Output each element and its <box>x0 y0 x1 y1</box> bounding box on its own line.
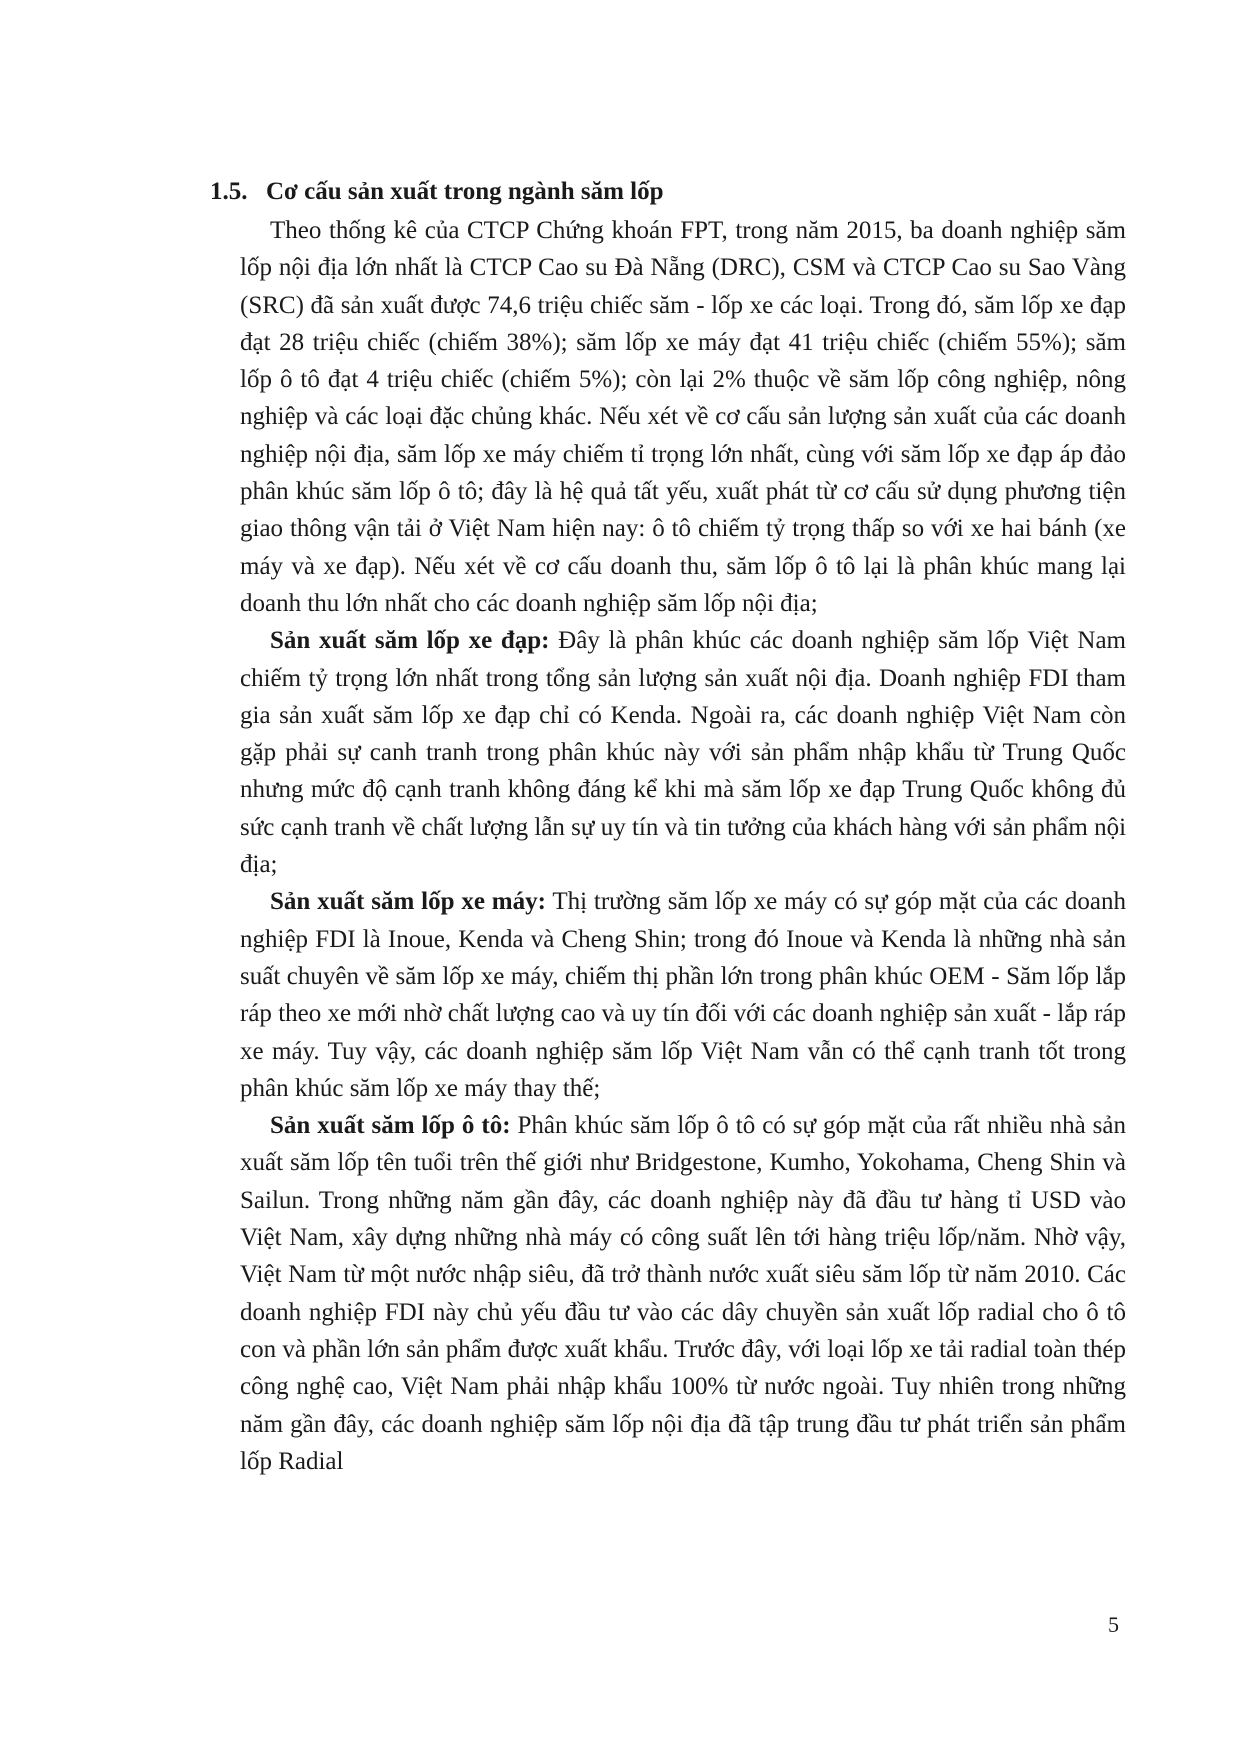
paragraph-lead: Sản xuất săm lốp xe đạp: <box>270 627 550 655</box>
paragraph-text: Đây là phân khúc các doanh nghiệp săm lốp Việt Nam chiếm tỷ trọng lớn nhất trong tổng sản lượng sản xuất nội địa. Doanh nghiệp FDI tham gia sản xuất săm lốp xe đạp chỉ có Kenda. Ngoài ra, các doanh nghiệp Việt Nam còn gặp phải sự canh tranh trong phân khúc này với sản phẩm nhập khẩu từ Trung Quốc nhưng mức độ cạnh tranh không đáng kể khi mà săm lốp xe đạp Trung Quốc không đủ sức cạnh tranh về chất lượng lẫn sự uy tín và tin tưởng của khách hàng với sản phẩm nội địa; <box>240 627 1127 879</box>
paragraph-intro <box>240 212 1126 622</box>
paragraph-car-tires <box>240 1107 1126 1480</box>
paragraph-text: Thị trường săm lốp xe máy có sự góp mặt của các doanh nghiệp FDI là Inoue, Kenda và Cheng Shin; trong đó Inoue và Kenda là những nhà sản suất chuyên về săm lốp xe máy, chiếm thị phần lớn trong phân khúc OEM - Săm lốp lắp ráp theo xe mới nhờ chất lượng cao và uy tín đối với các doanh nghiệp sản xuất - lắp ráp xe máy. Tuy vậy, các doanh nghiệp săm lốp Việt Nam vẫn có thể cạnh tranh tốt trong phân khúc săm lốp xe máy thay thế; <box>240 888 1127 1102</box>
section-title: Cơ cấu sản xuất trong ngành săm lốp <box>266 178 664 205</box>
section-heading <box>210 176 664 208</box>
paragraph-text: Theo thống kê của CTCP Chứng khoán FPT, trong năm 2015, ba doanh nghiệp săm lốp nội địa lớn nhất là CTCP Cao su Đà Nẵng (DRC), CSM và CTCP Cao su Sao Vàng (SRC) đã sản xuất được 74,6 triệu chiếc săm - lốp xe các loại. Trong đó, săm lốp xe đạp đạt 28 triệu chiếc (chiếm 38%); săm lốp xe máy đạt 41 triệu chiếc (chiếm 55%); săm lốp ô tô đạt 4 triệu chiếc (chiếm 5%); còn lại 2% thuộc về săm lốp công nghiệp, nông nghiệp và các loại đặc chủng khác. Nếu xét về cơ cấu sản lượng sản xuất của các doanh nghiệp nội địa, săm lốp xe máy chiếm tỉ trọng lớn nhất, cùng với săm lốp xe đạp áp đảo phân khúc săm lốp ô tô; đây là hệ quả tất yếu, xuất phát từ cơ cấu sử dụng phương tiện giao thông vận tải ở Việt Nam hiện nay: ô tô chiếm tỷ trọng thấp so với xe hai bánh (xe máy và xe đạp). Nếu xét về cơ cấu doanh thu, săm lốp ô tô lại là phân khúc mang lại doanh thu lớn nhất cho các doanh nghiệp săm lốp nội địa; <box>240 217 1126 617</box>
page-number: 5 <box>1108 1612 1119 1637</box>
paragraph-bicycle-tires <box>240 622 1126 883</box>
paragraph-lead: Sản xuất săm lốp xe máy: <box>270 888 546 916</box>
body-text <box>240 212 1126 1480</box>
section-number: 1.5. <box>210 178 248 205</box>
paragraph-lead: Sản xuất săm lốp ô tô: <box>270 1112 511 1140</box>
paragraph-text: Phân khúc săm lốp ô tô có sự góp mặt của rất nhiều nhà sản xuất săm lốp tên tuổi trên thế giới như Bridgestone, Kumho, Yokohama, Cheng Shin và Sailun. Trong những năm gần đây, các doanh nghiệp này đã đầu tư hàng tỉ USD vào Việt Nam, xây dựng những nhà máy có công suất lên tới hàng triệu lốp/năm. Nhờ vậy, Việt Nam từ một nước nhập siêu, đã trở thành nước xuất siêu săm lốp từ năm 2010. Các doanh nghiệp FDI này chủ yếu đầu tư vào các dây chuyền sản xuất lốp radial cho ô tô con và phần lớn sản phẩm được xuất khẩu. Trước đây, với loại lốp xe tải radial toàn thép công nghệ cao, Việt Nam phải nhập khẩu 100% từ nước ngoài. Tuy nhiên trong những năm gần đây, các doanh nghiệp săm lốp nội địa đã tập trung đầu tư phát triển sản phẩm lốp Radial <box>240 1112 1126 1475</box>
paragraph-motorcycle-tires <box>240 883 1126 1107</box>
